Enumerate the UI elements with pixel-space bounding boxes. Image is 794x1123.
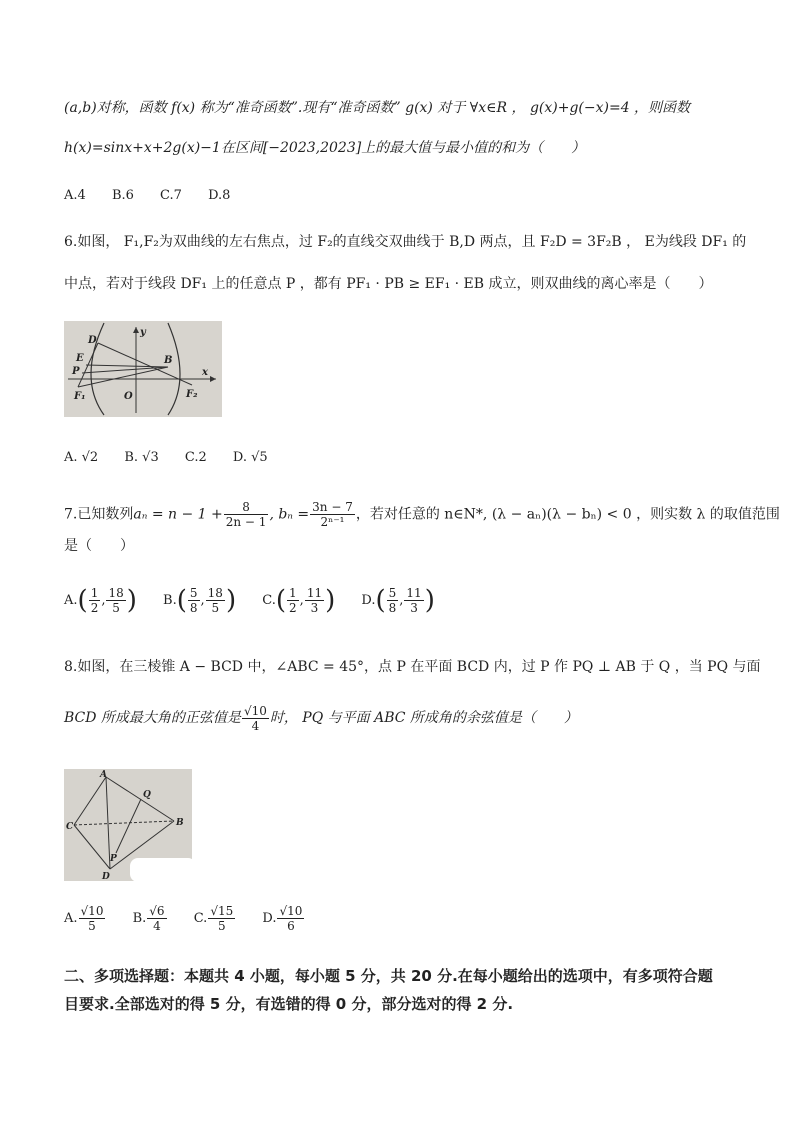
q8-d-num: √10 bbox=[279, 904, 303, 918]
label-c: C bbox=[66, 822, 74, 832]
q7-b-hi-den: 5 bbox=[211, 600, 220, 615]
q7-d-lo-den: 8 bbox=[388, 600, 397, 615]
q7-b-hi-num: 18 bbox=[207, 585, 223, 600]
q8-a-den: 5 bbox=[88, 919, 96, 933]
q8-option-b[interactable] bbox=[132, 904, 168, 933]
q8-sine-num: √10 bbox=[243, 703, 267, 718]
q8-option-c-label: C. bbox=[193, 911, 208, 926]
q7-an: aₙ = n − 1 + bbox=[133, 506, 223, 523]
q5-option-a[interactable]: A.4 bbox=[64, 188, 86, 203]
q8-line2-end: 时， PQ 与平面 ABC 所成角的余弦值是（ ） bbox=[269, 710, 578, 726]
q7-line2: 是（ ） bbox=[64, 538, 134, 554]
q8-sine-den: 4 bbox=[251, 718, 260, 733]
q8-c-num: √15 bbox=[210, 904, 234, 918]
q8-d-den: 6 bbox=[287, 919, 295, 933]
label-o: O bbox=[124, 391, 133, 402]
section2-line2: 目要求.全部选对的得 5 分，有选错的得 0 分，部分选对的得 2 分. bbox=[64, 995, 514, 1013]
q7-bn-fraction bbox=[310, 500, 355, 529]
q5-option-d[interactable]: D.8 bbox=[208, 188, 231, 203]
q8-line1: 8.如图，在三棱锥 A − BCD 中，∠ABC = 45°，点 P 在平面 BCD 内，过 P 作 PQ ⊥ AB 于 Q ，当 PQ 与面 bbox=[64, 659, 761, 675]
q7-condition: ，若对任意的 n∈N*, (λ − aₙ)(λ − bₙ) < 0 ，则实数 λ 的取值范围 bbox=[355, 506, 780, 523]
q8-options bbox=[64, 900, 327, 938]
label-y: y bbox=[140, 327, 146, 338]
q7-an-num: 8 bbox=[224, 500, 269, 515]
q5-options bbox=[64, 186, 252, 206]
label-x: x bbox=[202, 367, 208, 378]
q8-option-a[interactable] bbox=[64, 904, 106, 933]
q7-c-lo-den: 2 bbox=[289, 600, 297, 615]
label-d: D bbox=[88, 335, 97, 346]
q7-c-hi-den: 3 bbox=[310, 600, 319, 615]
q7-line1 bbox=[64, 500, 780, 529]
q7-option-d-label: D. bbox=[361, 592, 376, 608]
q7-an-den: 2n − 1 bbox=[225, 515, 267, 529]
q6-option-a[interactable]: A. √2 bbox=[64, 450, 99, 465]
q6-option-c[interactable]: C.2 bbox=[184, 450, 207, 465]
label-b: B bbox=[164, 355, 173, 366]
q8-b-num: √6 bbox=[149, 904, 165, 918]
q8-a-num: √10 bbox=[80, 904, 104, 918]
q7-bn-den: 2ⁿ⁻¹ bbox=[320, 515, 345, 529]
q7-a-lo-den: 2 bbox=[90, 600, 99, 615]
q6-line2: 中点，若对于线段 DF₁ 上的任意点 P ，都有 PF₁ · PB ≥ EF₁ · EB 成立，则双曲线的离心率是（ ） bbox=[64, 276, 713, 292]
q6-option-d[interactable]: D. √5 bbox=[232, 450, 268, 465]
label-p: P bbox=[72, 366, 80, 377]
hyperbola-figure bbox=[64, 321, 222, 417]
label-e: E bbox=[76, 353, 84, 364]
label-q: Q bbox=[143, 790, 151, 800]
q7-d-hi-num: 11 bbox=[406, 585, 422, 600]
q7-d-hi-den: 3 bbox=[410, 600, 418, 615]
q7-a-lo-num: 1 bbox=[90, 585, 99, 600]
q8-option-d-label: D. bbox=[262, 911, 277, 926]
section2-line1: 二、多项选择题：本题共 4 小题，每小题 5 分，共 20 分.在每小题给出的选项中，有多项符合题 bbox=[64, 967, 713, 985]
q8-option-a-label: A. bbox=[64, 911, 78, 926]
q7-a-hi-num: 18 bbox=[108, 585, 124, 600]
q8-line2-start: BCD 所成最大角的正弦值是 bbox=[64, 710, 241, 726]
label-d: D bbox=[102, 872, 110, 881]
q7-d-lo-num: 5 bbox=[388, 585, 397, 600]
label-f1: F₁ bbox=[74, 391, 86, 402]
q7-option-a[interactable]: A.( $\frac{1}{2}$ , $\frac{18}{5}$ ) bbox=[64, 585, 137, 615]
label-p: P bbox=[110, 854, 117, 864]
q7-option-c-label: C. bbox=[262, 592, 276, 608]
q5-option-c[interactable]: C.7 bbox=[160, 188, 182, 203]
q8-c-den: 5 bbox=[217, 919, 226, 933]
q7-option-c[interactable]: C.( $\frac{1}{2}$ , $\frac{11}{3}$ ) bbox=[262, 585, 336, 615]
q5-line2: h(x)=sinx+x+2g(x)−1在区间[−2023,2023]上的最大值与最小值的和为（ ） bbox=[64, 140, 586, 156]
q7-bn-num: 3n − 7 bbox=[312, 500, 353, 514]
white-patch bbox=[130, 858, 196, 882]
q7-c-hi-num: 11 bbox=[306, 585, 323, 600]
label-b: B bbox=[176, 818, 184, 828]
q7-option-b[interactable]: B.( $\frac{5}{8}$ , $\frac{18}{5}$ ) bbox=[163, 585, 237, 615]
q8-option-c[interactable] bbox=[193, 904, 237, 933]
q7-bn: , bₙ = bbox=[269, 506, 310, 523]
q7-option-d[interactable]: D.( $\frac{5}{8}$ , $\frac{11}{3}$ ) bbox=[361, 585, 435, 615]
q7-b-lo-den: 8 bbox=[189, 600, 198, 615]
q7-option-a-label: A. bbox=[64, 592, 78, 608]
q7-option-b-label: B. bbox=[163, 592, 177, 608]
q7-b-lo-num: 5 bbox=[189, 585, 198, 600]
q6-options bbox=[64, 448, 290, 468]
q7-intro: 7.已知数列 bbox=[64, 506, 134, 523]
q7-options bbox=[64, 582, 457, 619]
q8-option-b-label: B. bbox=[132, 911, 147, 926]
q6-line1: 6.如图， F₁,F₂为双曲线的左右焦点，过 F₂的直线交双曲线于 B,D 两点，且 F₂D = 3F₂B ， E为线段 DF₁ 的 bbox=[64, 234, 747, 250]
q7-an-fraction bbox=[224, 500, 269, 529]
label-a: A bbox=[100, 770, 107, 780]
q7-c-lo-num: 1 bbox=[289, 585, 297, 600]
q8-sine-fraction bbox=[242, 704, 269, 733]
q5-option-b[interactable]: B.6 bbox=[111, 188, 134, 203]
q6-option-b[interactable]: B. √3 bbox=[124, 450, 159, 465]
q7-a-hi-den: 5 bbox=[112, 600, 120, 615]
q8-b-den: 4 bbox=[153, 919, 161, 933]
q5-line1: (a,b)对称，函数 f(x) 称为“准奇函数”.现有“准奇函数” g(x) 对于 ∀x∈R ， g(x)+g(−x)=4 ，则函数 bbox=[64, 100, 691, 116]
q8-option-d[interactable] bbox=[262, 904, 305, 933]
label-f2: F₂ bbox=[186, 389, 198, 400]
hyperbola-figure-svg bbox=[64, 321, 222, 417]
q8-line2 bbox=[64, 700, 578, 736]
